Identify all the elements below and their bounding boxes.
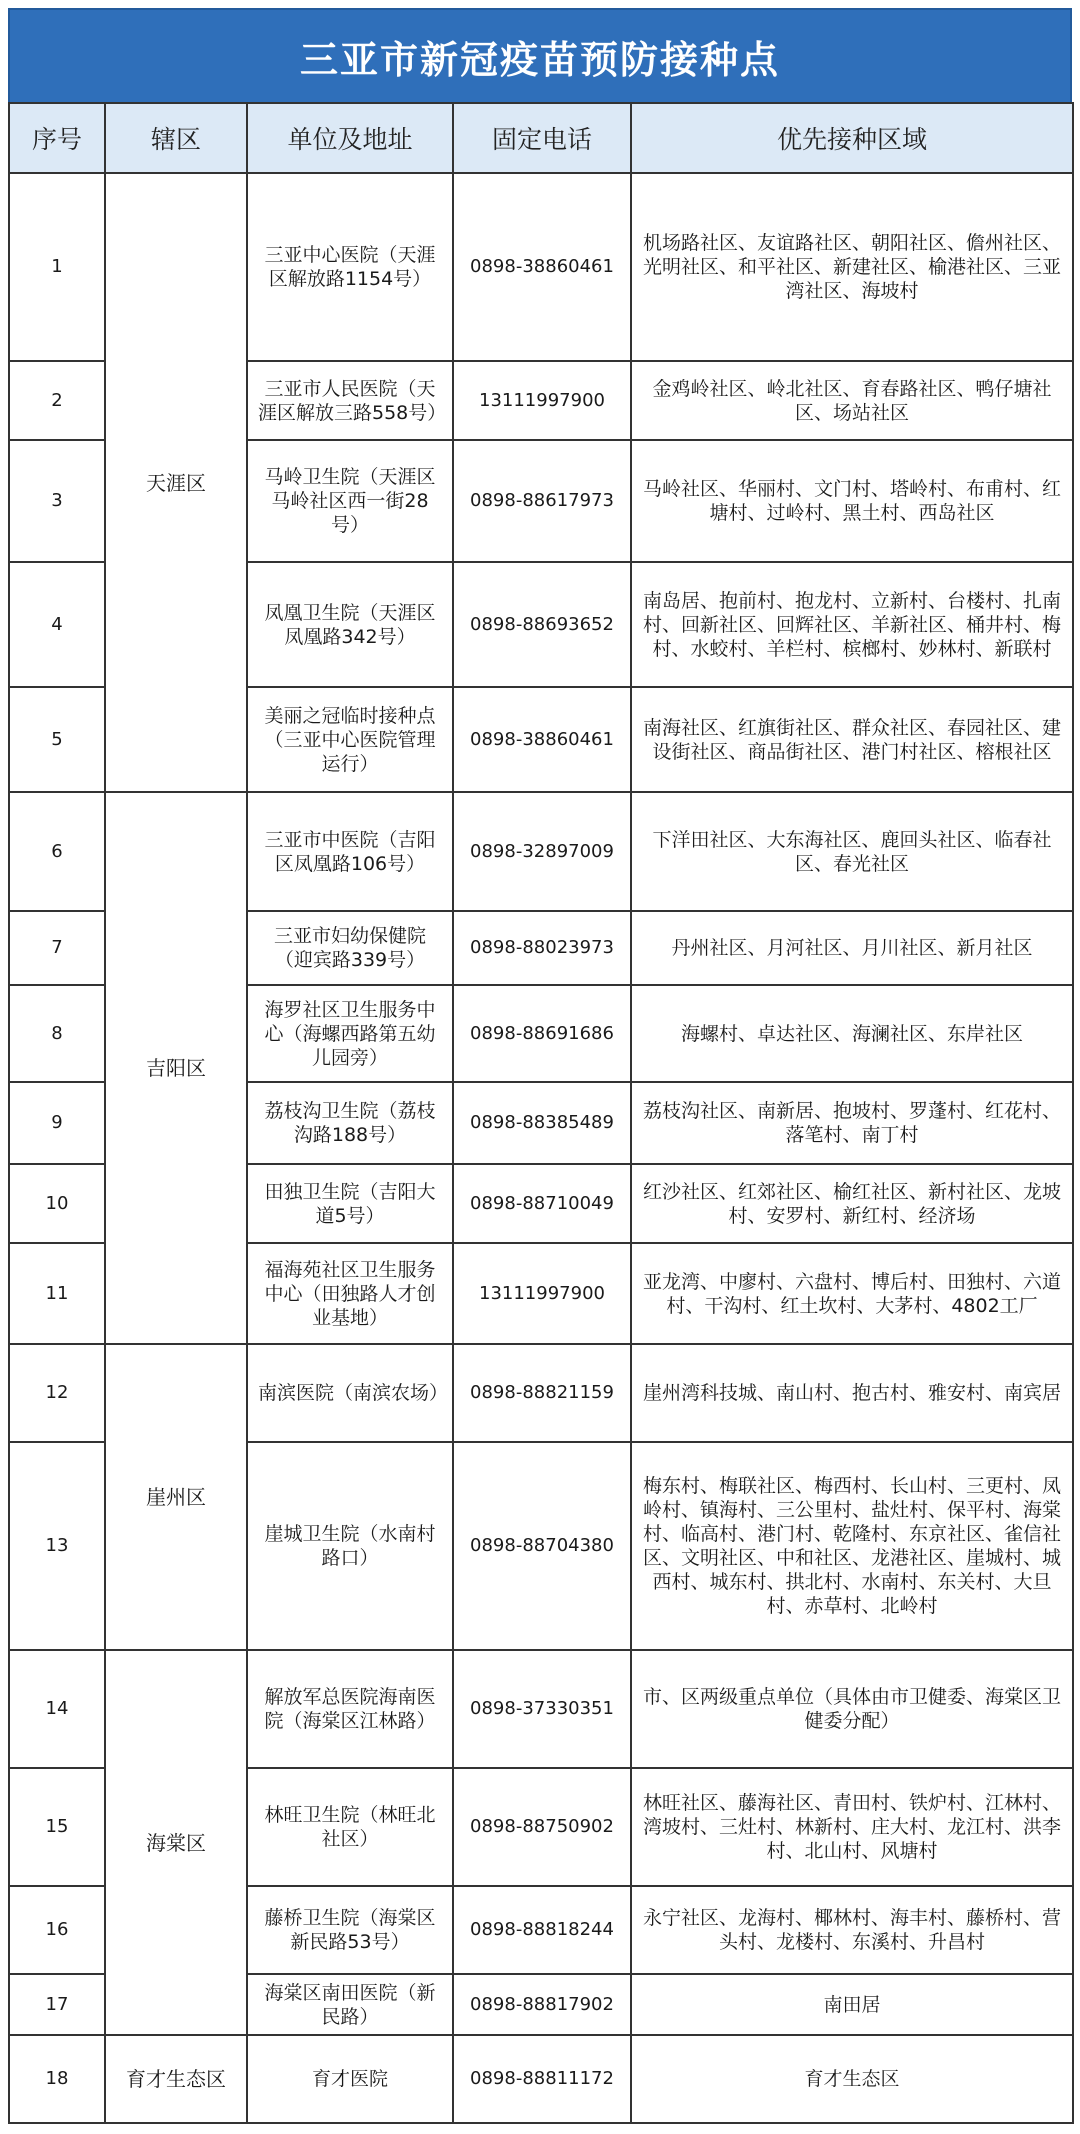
district-cell: 天涯区 xyxy=(105,173,247,792)
row-phone: 0898-38860461 xyxy=(453,687,631,792)
row-area: 市、区两级重点单位（具体由市卫健委、海棠区卫健委分配） xyxy=(631,1650,1073,1768)
row-unit: 凤凰卫生院（天涯区凤凰路342号） xyxy=(247,562,453,687)
header-no: 序号 xyxy=(9,103,105,173)
header-unit-address: 单位及地址 xyxy=(247,103,453,173)
row-phone: 0898-88710049 xyxy=(453,1164,631,1243)
row-unit: 海棠区南田医院（新民路） xyxy=(247,1974,453,2035)
row-phone: 0898-88693652 xyxy=(453,562,631,687)
row-unit: 解放军总医院海南医院（海棠区江林路） xyxy=(247,1650,453,1768)
table-row xyxy=(9,792,1073,911)
row-unit: 南滨医院（南滨农场） xyxy=(247,1344,453,1442)
row-no: 4 xyxy=(9,562,105,687)
row-phone: 0898-88818244 xyxy=(453,1886,631,1974)
row-area: 丹州社区、月河社区、月川社区、新月社区 xyxy=(631,911,1073,985)
row-unit: 海罗社区卫生服务中心（海螺西路第五幼儿园旁） xyxy=(247,985,453,1082)
row-unit: 福海苑社区卫生服务中心（田独路人才创业基地） xyxy=(247,1243,453,1344)
table-row xyxy=(9,173,1073,361)
row-area: 梅东村、梅联社区、梅西村、长山村、三更村、凤岭村、镇海村、三公里村、盐灶村、保平村、海棠村、临高村、港门村、乾隆村、东京社区、雀信社区、文明社区、中和社区、龙港社区、崖城村、城西村、城东村、拱北村、水南村、东关村、大旦村、赤草村、北岭村 xyxy=(631,1442,1073,1650)
row-area: 崖州湾科技城、南山村、抱古村、雅安村、南宾居 xyxy=(631,1344,1073,1442)
table-row xyxy=(9,1650,1073,1768)
row-unit: 美丽之冠临时接种点（三亚中心医院管理运行） xyxy=(247,687,453,792)
header-phone: 固定电话 xyxy=(453,103,631,173)
row-area: 南田居 xyxy=(631,1974,1073,2035)
row-area: 荔枝沟社区、南新居、抱坡村、罗蓬村、红花村、落笔村、南丁村 xyxy=(631,1082,1073,1164)
district-cell: 育才生态区 xyxy=(105,2035,247,2123)
header-priority-area: 优先接种区域 xyxy=(631,103,1073,173)
row-phone: 0898-38860461 xyxy=(453,173,631,361)
row-phone: 0898-88385489 xyxy=(453,1082,631,1164)
district-cell: 吉阳区 xyxy=(105,792,247,1344)
row-unit: 荔枝沟卫生院（荔枝沟路188号） xyxy=(247,1082,453,1164)
row-area: 南海社区、红旗街社区、群众社区、春园社区、建设街社区、商品街社区、港门村社区、榕根社区 xyxy=(631,687,1073,792)
row-area: 下洋田社区、大东海社区、鹿回头社区、临春社区、春光社区 xyxy=(631,792,1073,911)
row-phone: 0898-88811172 xyxy=(453,2035,631,2123)
row-phone: 0898-88617973 xyxy=(453,440,631,562)
row-area: 红沙社区、红郊社区、榆红社区、新村社区、龙坡村、安罗村、新红村、经济场 xyxy=(631,1164,1073,1243)
row-unit: 三亚中心医院（天涯区解放路1154号） xyxy=(247,173,453,361)
row-area: 永宁社区、龙海村、椰林村、海丰村、藤桥村、营头村、龙楼村、东溪村、升昌村 xyxy=(631,1886,1073,1974)
row-unit: 马岭卫生院（天涯区马岭社区西一街28号） xyxy=(247,440,453,562)
row-phone: 0898-32897009 xyxy=(453,792,631,911)
row-unit: 三亚市妇幼保健院（迎宾路339号） xyxy=(247,911,453,985)
row-no: 15 xyxy=(9,1768,105,1886)
row-unit: 三亚市人民医院（天涯区解放三路558号） xyxy=(247,361,453,440)
district-cell: 崖州区 xyxy=(105,1344,247,1650)
row-unit: 林旺卫生院（林旺北社区） xyxy=(247,1768,453,1886)
row-no: 12 xyxy=(9,1344,105,1442)
row-phone: 0898-88704380 xyxy=(453,1442,631,1650)
row-no: 6 xyxy=(9,792,105,911)
row-no: 18 xyxy=(9,2035,105,2123)
row-phone: 0898-88821159 xyxy=(453,1344,631,1442)
row-no: 16 xyxy=(9,1886,105,1974)
row-phone: 0898-88750902 xyxy=(453,1768,631,1886)
row-unit: 藤桥卫生院（海棠区新民路53号） xyxy=(247,1886,453,1974)
row-phone: 13111997900 xyxy=(453,1243,631,1344)
row-no: 1 xyxy=(9,173,105,361)
row-no: 2 xyxy=(9,361,105,440)
row-no: 11 xyxy=(9,1243,105,1344)
vaccination-sites-table xyxy=(8,102,1074,2124)
row-phone: 0898-88691686 xyxy=(453,985,631,1082)
row-phone: 13111997900 xyxy=(453,361,631,440)
row-no: 14 xyxy=(9,1650,105,1768)
row-area: 育才生态区 xyxy=(631,2035,1073,2123)
row-area: 机场路社区、友谊路社区、朝阳社区、儋州社区、光明社区、和平社区、新建社区、榆港社区、三亚湾社区、海坡村 xyxy=(631,173,1073,361)
row-no: 5 xyxy=(9,687,105,792)
row-unit: 田独卫生院（吉阳大道5号） xyxy=(247,1164,453,1243)
row-unit: 三亚市中医院（吉阳区凤凰路106号） xyxy=(247,792,453,911)
row-no: 7 xyxy=(9,911,105,985)
row-no: 8 xyxy=(9,985,105,1082)
row-area: 林旺社区、藤海社区、青田村、铁炉村、江林村、湾坡村、三灶村、林新村、庄大村、龙江村、洪李村、北山村、风塘村 xyxy=(631,1768,1073,1886)
table-row xyxy=(9,1344,1073,1442)
row-unit: 崖城卫生院（水南村路口） xyxy=(247,1442,453,1650)
row-no: 3 xyxy=(9,440,105,562)
row-no: 9 xyxy=(9,1082,105,1164)
row-phone: 0898-88023973 xyxy=(453,911,631,985)
row-phone: 0898-37330351 xyxy=(453,1650,631,1768)
row-area: 南岛居、抱前村、抱龙村、立新村、台楼村、扎南村、回新社区、回辉社区、羊新社区、桶井村、梅村、水蛟村、羊栏村、槟榔村、妙林村、新联村 xyxy=(631,562,1073,687)
row-phone: 0898-88817902 xyxy=(453,1974,631,2035)
page-title: 三亚市新冠疫苗预防接种点 xyxy=(8,8,1072,102)
row-area: 金鸡岭社区、岭北社区、育春路社区、鸭仔塘社区、场站社区 xyxy=(631,361,1073,440)
row-area: 海螺村、卓达社区、海澜社区、东岸社区 xyxy=(631,985,1073,1082)
row-no: 17 xyxy=(9,1974,105,2035)
district-cell: 海棠区 xyxy=(105,1650,247,2035)
row-unit: 育才医院 xyxy=(247,2035,453,2123)
row-no: 10 xyxy=(9,1164,105,1243)
row-no: 13 xyxy=(9,1442,105,1650)
table-row xyxy=(9,2035,1073,2123)
row-area: 马岭社区、华丽村、文门村、塔岭村、布甫村、红塘村、过岭村、黑土村、西岛社区 xyxy=(631,440,1073,562)
page-wrapper xyxy=(8,8,1072,2124)
table-header-row xyxy=(9,103,1073,173)
header-district: 辖区 xyxy=(105,103,247,173)
row-area: 亚龙湾、中廖村、六盘村、博后村、田独村、六道村、干沟村、红土坎村、大茅村、4802工厂 xyxy=(631,1243,1073,1344)
